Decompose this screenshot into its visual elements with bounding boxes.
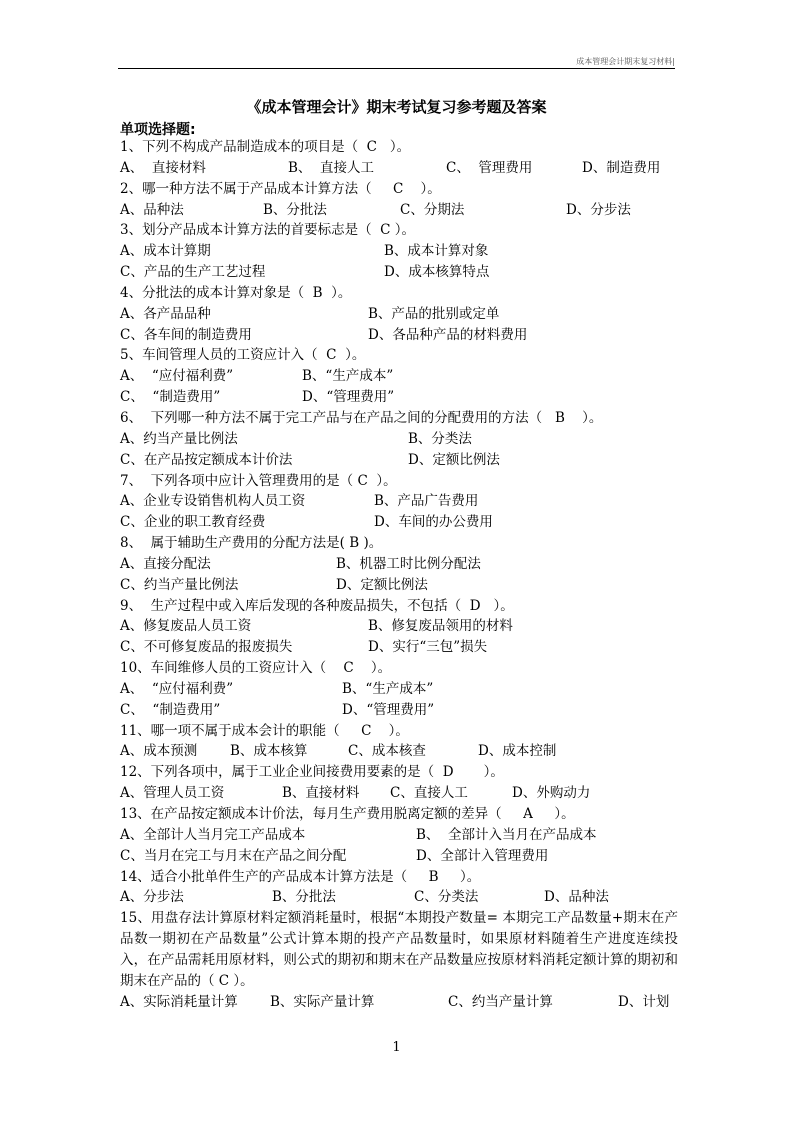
option-text: A、成本预测 [120,743,198,760]
option-text: C、分类法 [414,889,479,906]
option-text: D、定额比例法 [336,576,428,593]
question-text: 8、 属于辅助生产费用的分配方法是( B )。 [120,535,383,552]
option-text: C、当月在完工与月末在产品之间分配 [120,847,347,864]
option-text: D、成本核算特点 [384,264,490,281]
option-text: D、外购动力 [512,785,591,802]
option-text: D、品种法 [544,889,609,906]
option-text: C、约当产量计算 [448,994,553,1011]
header-rule [118,68,675,69]
question-text: 13、在产品按定额成本计价法，每月生产费用脱离定额的差异（ A ）。 [120,806,575,822]
option-line [120,387,680,408]
question-text: 11、哪一项不属于成本会计的职能（ C ）。 [120,722,409,739]
option-text: C、成本核查 [348,743,426,760]
option-line [120,741,680,762]
question-list [120,137,680,1013]
option-text: A、 “应付福利费” [120,368,234,385]
page-header-text: 成本管理会计期末复习材料| [576,57,675,66]
option-text: B、产品广告费用 [374,493,479,510]
option-text: A、实际消耗量计算 [120,994,238,1011]
question-text: 12、下列各项中，属于工业企业间接费用要素的是（ D ）。 [120,764,504,781]
option-line [120,616,680,637]
option-text: A、修复废品人员工资 [120,618,252,635]
option-line [120,846,680,867]
option-text: D、全部计入管理费用 [416,847,549,864]
page-number: 1 [392,1040,401,1055]
question-line [120,762,680,783]
question-line [120,721,680,742]
question-line [120,345,680,366]
option-text: B、产品的批别或定单 [368,305,500,322]
option-line [120,825,680,846]
option-text: B、修复废品领用的材料 [368,618,513,635]
option-text: B、分批法 [263,201,327,218]
option-text: A、各产品品种 [120,305,211,322]
question-line [120,179,680,200]
option-text: A、分步法 [120,889,184,906]
option-text: D、成本控制 [478,743,557,760]
question-line [120,596,680,617]
question-text: 3、划分产品成本计算方法的首要标志是（ C ）。 [120,222,416,239]
option-text: D、“管理费用” [302,389,395,406]
option-line [120,512,680,533]
question-15-text: 15、用盘存法计算原材料定额消耗量时，根据“本期投产数量= 本期完工产品数量+期末在产品数一期初在产品数量”公式计算本期的投产产品数量时，如果原材料随着生产进度连续投入，在产品需耗用原材料，则公式的期初和期末在产品数量应按原材料消耗定额计算的期初和期末在产品的（ C ）。 [120,910,678,990]
option-text: C、 管理费用 [446,159,533,176]
option-text: D、分步法 [566,201,631,218]
option-line [120,429,680,450]
option-text: A、成本计算期 [120,243,211,260]
document-title: 《成本管理会计》期末考试复习参考题及答案 [246,98,547,116]
question-line [120,220,680,241]
option-text: C、在产品按定额成本计价法 [120,451,293,468]
question-line [120,137,680,158]
question-line [120,658,680,679]
option-text: D、计划 [618,994,670,1011]
option-text: D、定额比例法 [408,451,500,468]
question-text: 7、 下列各项中应计入管理费用的是（ C ）。 [120,472,397,489]
question-line [120,533,680,554]
option-line [120,700,680,721]
option-text: B、实际产量计算 [270,994,375,1011]
option-text: D、“管理费用” [342,701,435,718]
option-text: B、 全部计入当月在产品成本 [416,826,597,843]
option-text: A、品种法 [120,201,184,218]
option-line [120,887,680,908]
question-text: 1、下列不构成产品制造成本的项目是（ C ）。 [120,139,411,155]
question-text: 4、分批法的成本计算对象是（ B ）。 [120,284,352,301]
question-text: 6、 下列哪一种方法不属于完工产品与在产品之间的分配费用的方法（ B ）。 [120,409,603,426]
option-text: B、分批法 [272,889,336,906]
section-heading: 单项选择题: [120,122,196,138]
option-text: B、成本计算对象 [384,243,489,260]
option-text: C、分期法 [400,201,465,218]
option-text: B、机器工时比例分配法 [336,555,481,572]
option-text: C、企业的职工教育经费 [120,514,266,531]
question-text: 5、车间管理人员的工资应计入（ C ）。 [120,347,366,364]
option-line [120,783,680,804]
option-line [120,241,680,262]
question-line [120,804,680,825]
option-line [120,200,680,221]
option-text: A、 “应付福利费” [120,680,234,697]
option-text: B、成本核算 [230,743,308,760]
option-line [120,304,680,325]
option-text: A、直接分配法 [120,555,211,572]
option-line [120,637,680,658]
question-text: 9、 生产过程中或入库后发现的各种废品损失，不包括（ D ）。 [120,597,514,614]
question-line [120,867,680,888]
question-text: 2、哪一种方法不属于产品成本计算方法（ C ）。 [120,180,441,197]
option-text: D、实行“三包”损失 [368,639,488,656]
option-line [120,262,680,283]
option-text: B、“生产成本” [302,368,394,385]
question-text: 14、适合小批单件生产的产品成本计算方法是（ B ）。 [120,868,481,885]
option-text: B、 直接人工 [288,159,375,176]
option-text: A、管理人员工资 [120,785,225,802]
option-text: D、制造费用 [582,159,661,176]
option-text: C、不可修复废品的报废损失 [120,639,293,656]
option-text: B、“生产成本” [342,680,434,697]
option-text: A、约当产量比例法 [120,430,238,447]
option-text: C、产品的生产工艺过程 [120,264,266,281]
option-line [120,450,680,471]
option-text: D、各品种产品的材料费用 [368,326,528,343]
option-text: D、车间的办公费用 [374,514,493,531]
option-line [120,158,680,179]
question-line [120,408,680,429]
option-text: C、各车间的制造费用 [120,326,252,343]
option-line [120,491,680,512]
option-line [120,325,680,346]
option-text: C、 “制造费用” [120,701,221,718]
question-text: 10、车间维修人员的工资应计入（ C ）。 [120,660,392,677]
option-line [120,992,680,1013]
option-line [120,366,680,387]
option-line [120,575,680,596]
option-text: A、 直接材料 [120,159,206,176]
option-text: B、分类法 [408,430,472,447]
option-text: C、直接人工 [390,785,468,802]
option-text: A、全部计人当月完工产品成本 [120,826,306,843]
question-line [120,283,680,304]
option-line [120,554,680,575]
option-text: A、企业专设销售机构人员工资 [120,493,306,510]
option-text: C、 “制造费用” [120,389,221,406]
option-text: B、直接材料 [282,785,360,802]
option-text: C、约当产量比例法 [120,576,239,593]
option-line [120,679,680,700]
question-line [120,471,680,492]
